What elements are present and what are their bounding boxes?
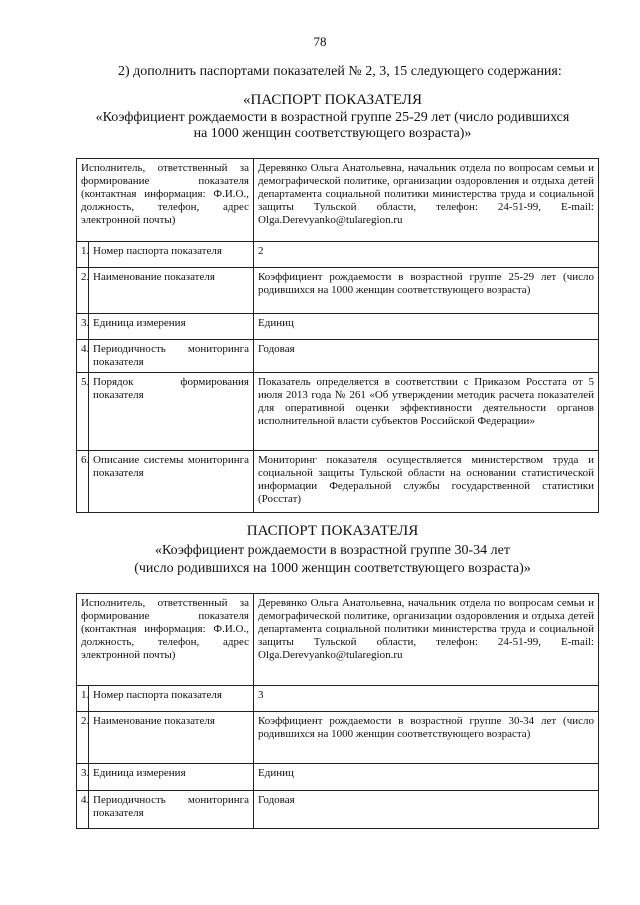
row-value: Единиц [254, 764, 599, 791]
row-value: Коэффициент рождаемости в возрастной группе 25-29 лет (число родившихся на 1000 женщин соответствующего возраста) [254, 268, 599, 314]
passport-2-subtitle-line1: «Коэффициент рождаемости в возрастной группе 30-34 лет [155, 543, 510, 558]
row-number: 6. [77, 451, 89, 513]
row-label: Единица измерения [89, 764, 254, 791]
row-label: Порядок формирования показателя [89, 373, 254, 451]
row-number: 2. [77, 712, 89, 764]
executor-label: Исполнитель, ответственный за формирование показателя (контактная информация: Ф.И.О., должность, телефон, адрес электронной почты) [77, 159, 254, 242]
row-number: 3. [77, 314, 89, 340]
row-label: Номер паспорта показателя [89, 242, 254, 268]
passport-1-subtitle-line2: на 1000 женщин соответствующего возраста)» [193, 126, 472, 141]
table-row [77, 373, 599, 451]
table-row [77, 314, 599, 340]
table-row [77, 159, 599, 242]
passport-2-title: ПАСПОРТ ПОКАЗАТЕЛЯ [246, 523, 419, 539]
table-row [77, 451, 599, 513]
row-label: Единица измерения [89, 314, 254, 340]
row-value: Мониторинг показателя осуществляется министерством труда и социальной защиты Тульской области на основании статистической информации Федеральной службы государственной статистики (Росстат) [254, 451, 599, 513]
table-row [77, 242, 599, 268]
row-value: Показатель определяется в соответствии с Приказом Росстата от 5 июля 2013 года № 261 «Об утверждении методик расчета показателей для оперативной оценки эффективности деятельности органов исполнительной власти субъектов Российской Федерации» [254, 373, 599, 451]
row-number: 2. [77, 268, 89, 314]
passport-1-subtitle-line1: «Коэффициент рождаемости в возрастной группе 25-29 лет (число родившихся [95, 110, 570, 125]
row-number: 4. [77, 791, 89, 829]
executor-label: Исполнитель, ответственный за формирование показателя (контактная информация: Ф.И.О., должность, телефон, адрес электронной почты) [77, 594, 254, 686]
row-value: 2 [254, 242, 599, 268]
row-label: Описание системы мониторинга показателя [89, 451, 254, 513]
table-row [77, 594, 599, 686]
table-row [77, 686, 599, 712]
row-value: Годовая [254, 340, 599, 373]
row-value: Годовая [254, 791, 599, 829]
table-row [77, 791, 599, 829]
row-number: 3. [77, 764, 89, 791]
row-number: 1. [77, 686, 89, 712]
passport-1-table [76, 158, 599, 513]
executor-value: Деревянко Ольга Анатольевна, начальник отдела по вопросам семьи и демографической политике, организации оздоровления и отдыха детей департамента социальной политики министерства труда и социальной защиты Тульской области, телефон: 24-51-99, E-mail: Olga.Derevyanko@tularegion.ru [254, 594, 599, 686]
row-label: Периодичность мониторинга показателя [89, 791, 254, 829]
row-label: Наименование показателя [89, 268, 254, 314]
table-row [77, 268, 599, 314]
table-row [77, 340, 599, 373]
row-value: Коэффициент рождаемости в возрастной группе 30-34 лет (число родившихся на 1000 женщин соответствующего возраста) [254, 712, 599, 764]
row-label: Наименование показателя [89, 712, 254, 764]
passport-2-subtitle-line2: (число родившихся на 1000 женщин соответствующего возраста)» [134, 561, 531, 576]
row-value: Единиц [254, 314, 599, 340]
table-row [77, 712, 599, 764]
table-row [77, 764, 599, 791]
intro-text: 2) дополнить паспортами показателей № 2, 3, 15 следующего содержания: [118, 64, 562, 79]
page-number: 78 [313, 34, 327, 49]
row-number: 4. [77, 340, 89, 373]
row-value: 3 [254, 686, 599, 712]
row-number: 5. [77, 373, 89, 451]
row-label: Периодичность мониторинга показателя [89, 340, 254, 373]
row-number: 1. [77, 242, 89, 268]
passport-2-table [76, 593, 599, 829]
passport-1-title: «ПАСПОРТ ПОКАЗАТЕЛЯ [243, 92, 422, 108]
row-label: Номер паспорта показателя [89, 686, 254, 712]
executor-value: Деревянко Ольга Анатольевна, начальник отдела по вопросам семьи и демографической политике, организации оздоровления и отдыха детей департамента социальной политики министерства труда и социальной защиты Тульской области, телефон: 24-51-99, E-mail: Olga.Derevyanko@tularegion.ru [254, 159, 599, 242]
